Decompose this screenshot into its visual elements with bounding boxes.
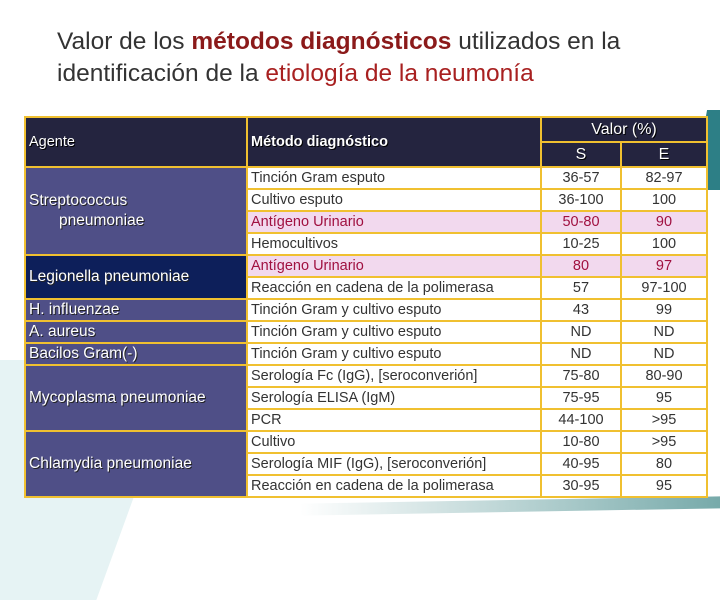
specificity-cell: 97: [621, 255, 707, 277]
specificity-cell: 80: [621, 453, 707, 475]
specificity-cell: ND: [621, 321, 707, 343]
method-cell: PCR: [247, 409, 541, 431]
specificity-cell: 82-97: [621, 167, 707, 189]
sensitivity-cell: ND: [541, 343, 621, 365]
sensitivity-cell: 10-80: [541, 431, 621, 453]
agent-cell: [25, 167, 247, 255]
sensitivity-cell: 30-95: [541, 475, 621, 497]
sensitivity-cell: 36-57: [541, 167, 621, 189]
agent-cell: [25, 255, 247, 299]
sensitivity-cell: 43: [541, 299, 621, 321]
method-cell: Tinción Gram y cultivo esputo: [247, 343, 541, 365]
sensitivity-cell: 57: [541, 277, 621, 299]
table-row: [25, 299, 707, 321]
sensitivity-cell: 36-100: [541, 189, 621, 211]
header-method: Método diagnóstico: [247, 117, 541, 167]
header-row: [25, 117, 707, 142]
table-row: [25, 255, 707, 277]
agent-name: Chlamydia pneumoniae: [29, 455, 192, 472]
agent-cell: [25, 365, 247, 431]
method-cell: Reacción en cadena de la polimerasa: [247, 277, 541, 299]
table-row: [25, 167, 707, 189]
title-text: utilizados en la identificación de la: [57, 28, 621, 87]
title-emphasis: etiología de la neumonía: [265, 60, 534, 87]
specificity-cell: 97-100: [621, 277, 707, 299]
agent-cell: [25, 343, 247, 365]
specificity-cell: 80-90: [621, 365, 707, 387]
agent-name: Mycoplasma pneumoniae: [29, 389, 206, 406]
method-cell: Cultivo: [247, 431, 541, 453]
sensitivity-cell: 75-95: [541, 387, 621, 409]
agent-name: pneumoniae: [59, 212, 145, 229]
header-e: E: [621, 142, 707, 167]
agent-name: Bacilos Gram(-): [29, 345, 138, 362]
specificity-cell: 100: [621, 233, 707, 255]
agent-name: Legionella pneumoniae: [29, 268, 190, 285]
method-cell: Tinción Gram esputo: [247, 167, 541, 189]
sensitivity-cell: 40-95: [541, 453, 621, 475]
diagnostic-methods-table: [24, 116, 708, 498]
header-value: Valor (%): [541, 117, 707, 142]
agent-name: H. influenzae: [29, 301, 120, 318]
specificity-cell: >95: [621, 409, 707, 431]
agent-cell: [25, 321, 247, 343]
agent-cell: [25, 299, 247, 321]
specificity-cell: 100: [621, 189, 707, 211]
method-cell: Antígeno Urinario: [247, 211, 541, 233]
specificity-cell: 99: [621, 299, 707, 321]
method-cell: Cultivo esputo: [247, 189, 541, 211]
background-decoration: [300, 496, 720, 515]
table-row: [25, 321, 707, 343]
specificity-cell: ND: [621, 343, 707, 365]
method-cell: Antígeno Urinario: [247, 255, 541, 277]
title-text: Valor de los: [57, 28, 192, 55]
agent-name: Streptococcus: [29, 192, 128, 209]
agent-cell: [25, 431, 247, 497]
sensitivity-cell: 75-80: [541, 365, 621, 387]
specificity-cell: 95: [621, 475, 707, 497]
sensitivity-cell: 80: [541, 255, 621, 277]
agent-name: A. aureus: [29, 323, 96, 340]
sensitivity-cell: 10-25: [541, 233, 621, 255]
method-cell: Tinción Gram y cultivo esputo: [247, 321, 541, 343]
method-cell: Serología ELISA (IgM): [247, 387, 541, 409]
table-row: [25, 431, 707, 453]
table-row: [25, 365, 707, 387]
header-s: S: [541, 142, 621, 167]
specificity-cell: >95: [621, 431, 707, 453]
sensitivity-cell: ND: [541, 321, 621, 343]
method-cell: Serología MIF (IgG), [seroconverión]: [247, 453, 541, 475]
specificity-cell: 95: [621, 387, 707, 409]
method-cell: Tinción Gram y cultivo esputo: [247, 299, 541, 321]
table-row: [25, 343, 707, 365]
specificity-cell: 90: [621, 211, 707, 233]
header-agent: Agente: [25, 117, 247, 167]
slide-title: [57, 26, 707, 90]
method-cell: Reacción en cadena de la polimerasa: [247, 475, 541, 497]
sensitivity-cell: 44-100: [541, 409, 621, 431]
title-emphasis: métodos diagnósticos: [191, 28, 452, 55]
method-cell: Hemocultivos: [247, 233, 541, 255]
method-cell: Serología Fc (IgG), [seroconverión]: [247, 365, 541, 387]
sensitivity-cell: 50-80: [541, 211, 621, 233]
